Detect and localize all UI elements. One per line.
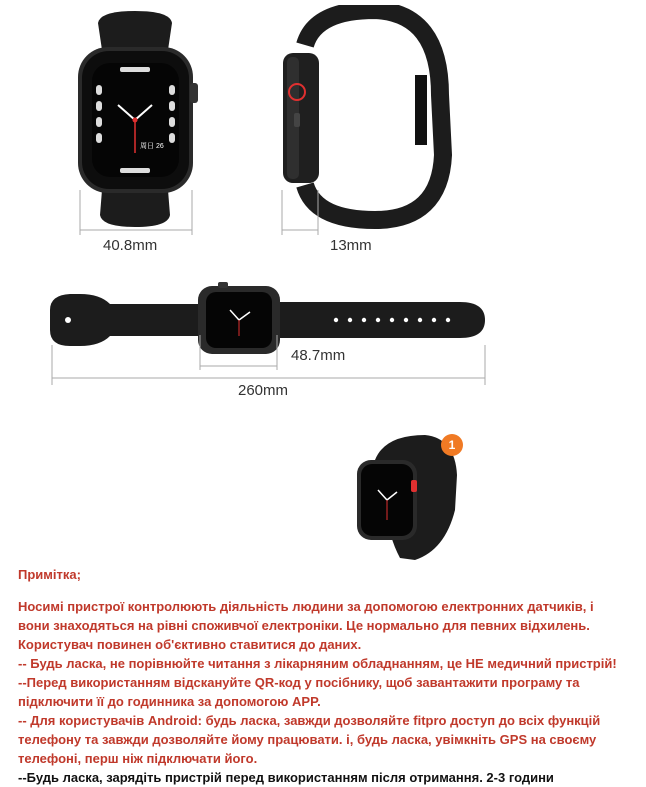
watch-crown [190, 83, 198, 103]
width-dimension-label: 40.8mm [103, 237, 158, 254]
note-paragraph-qr: --Перед використанням відскануйте QR-код у посібнику, щоб завантажити програму та підключити її до годинника за допомогою APP. [18, 675, 580, 709]
watch-date-text: 周日 26 [140, 143, 164, 150]
watch-strap-top [98, 11, 172, 50]
top-dimension-lines [0, 180, 646, 250]
note-paragraph-medical: -- Будь ласка, не порівнюйте читання з лікарняним обладнанням, це НЕ медичний пристрій! [18, 656, 617, 671]
note-paragraph-intro: Носимі пристрої контролюють діяльність людини за допомогою електронних датчиків, і вони знаходяться на рівні споживчої електроніки. Це нормально для певних відхилень. Користувач повинен об'єктивно ставитися до даних. [18, 599, 594, 652]
screen-length-label: 48.7mm [291, 347, 346, 364]
note-paragraph-android: -- Для користувачів Android: будь ласка, завжди дозволяйте fitpro доступ до всіх функцій телефону та завжди дозволяйте йому працювати. і, будь ласка, увімкніть GPS на своєму телефоні, перш ніж підключати його. [18, 713, 601, 766]
total-length-label: 260mm [238, 382, 289, 399]
number-badge: 1 [441, 434, 463, 456]
thickness-dimension-label: 13mm [330, 237, 372, 254]
note-last-line: --Будь ласка, зарядіть пристрій перед використанням після отримання. 2-3 години [18, 770, 554, 785]
note-body [18, 597, 618, 787]
note-title: Примітка; [18, 567, 81, 582]
